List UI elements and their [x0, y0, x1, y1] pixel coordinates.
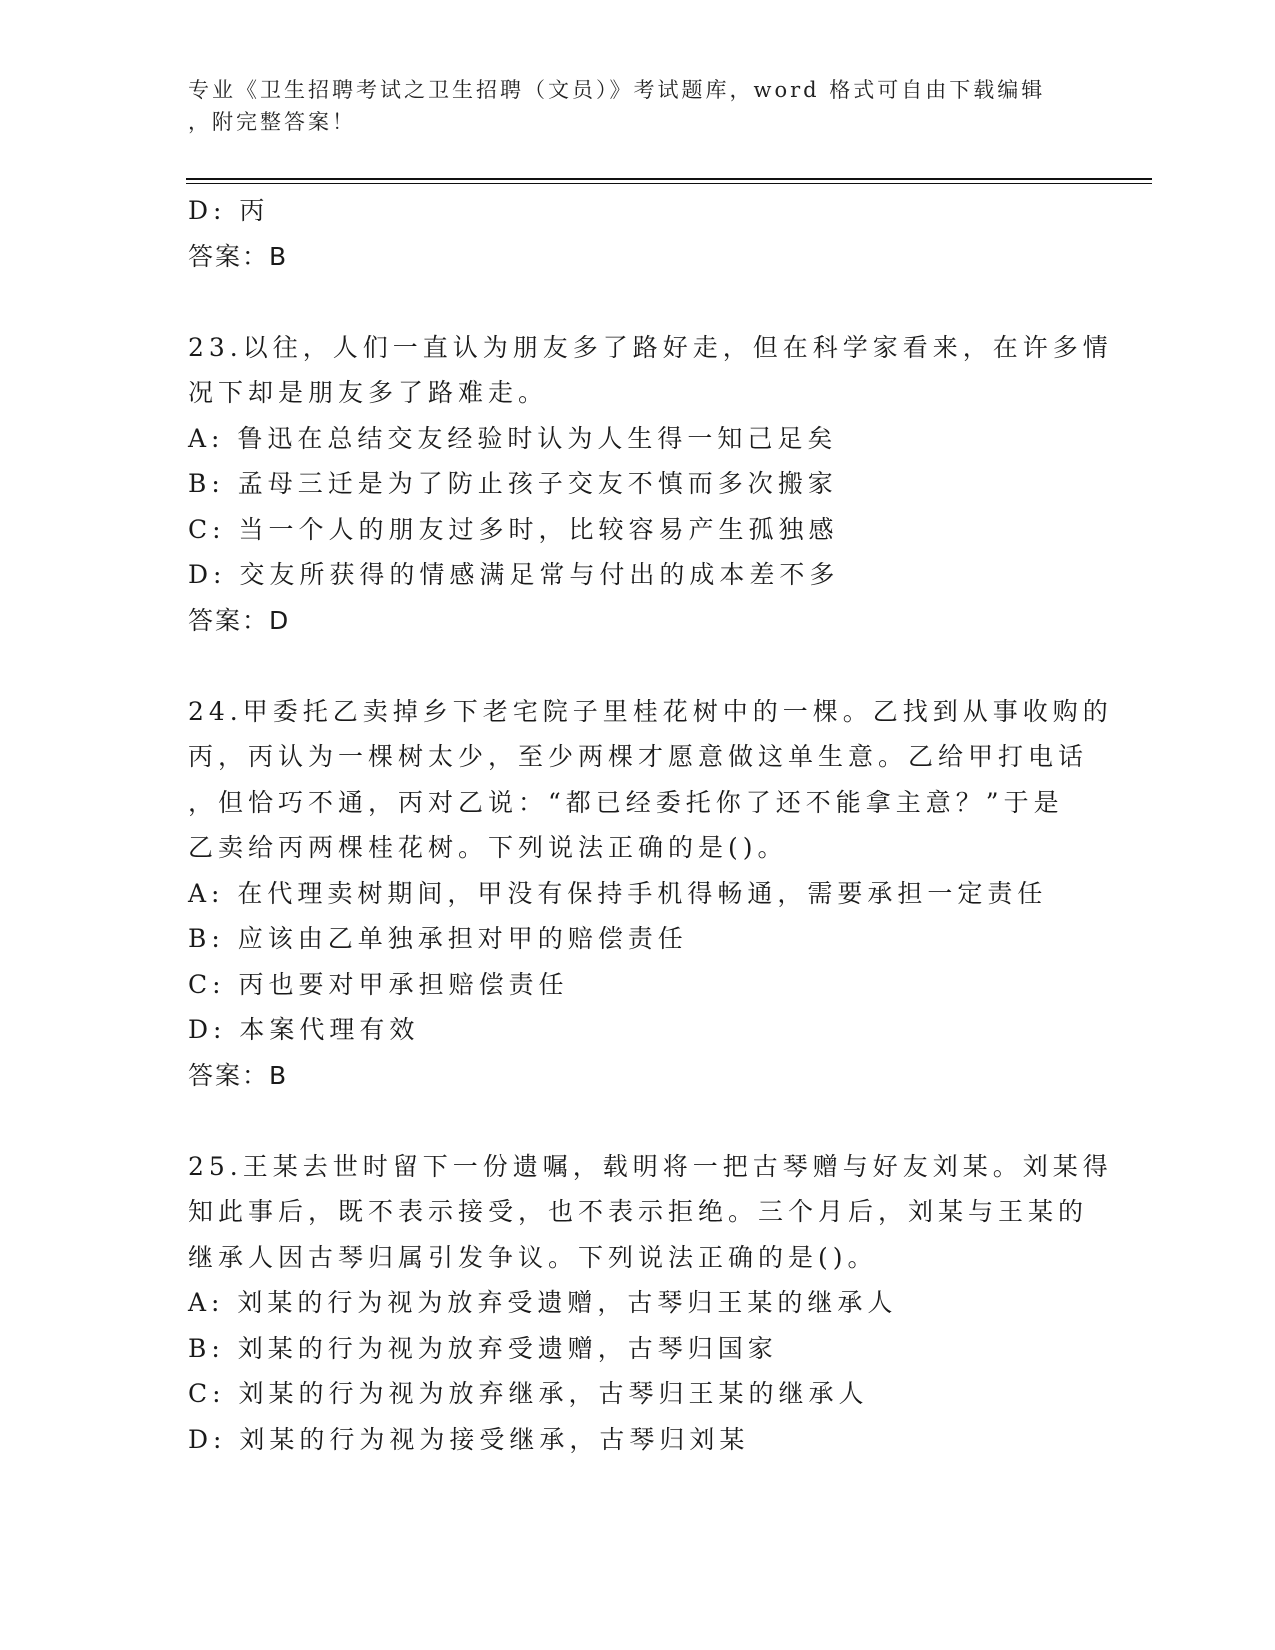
header-rule-thick: [186, 178, 1152, 180]
question-stem-line: 25.王某去世时留下一份遗嘱，载明将一把古琴赠与好友刘某。刘某得: [188, 1151, 1113, 1181]
answer: 答案：D: [188, 605, 291, 635]
question-content: [188, 188, 1113, 1462]
option-b: B: 应该由乙单独承担对甲的赔偿责任: [188, 924, 688, 953]
option-a: A: 在代理卖树期间，甲没有保持手机得畅通，需要承担一定责任: [188, 878, 1048, 908]
option-d: D: 刘某的行为视为接受继承，古琴归刘某: [188, 1424, 750, 1454]
option-a: A: 刘某的行为视为放弃受遗赠，古琴归王某的继承人: [188, 1288, 898, 1317]
option-d: D: 交友所获得的情感满足常与付出的成本差不多: [188, 560, 840, 589]
page-header: [188, 74, 1068, 138]
question-25: [188, 1144, 1113, 1463]
option-b: B: 刘某的行为视为放弃受遗赠，古琴归国家: [188, 1333, 778, 1363]
header-rule-thin: [186, 183, 1152, 184]
header-line-1: 专业《卫生招聘考试之卫生招聘（文员）》考试题库，word 格式可自由下载编辑: [188, 78, 1046, 102]
question-stem-line: 24.甲委托乙卖掉乡下老宅院子里桂花树中的一棵。乙找到从事收购的: [188, 696, 1113, 726]
question-23: [188, 325, 1113, 644]
question-stem-line: 继承人因古琴归属引发争议。下列说法正确的是()。: [188, 1242, 878, 1272]
option-b: B: 孟母三迁是为了防止孩子交友不慎而多次搬家: [188, 469, 838, 498]
question-24: [188, 689, 1113, 1099]
prev-option-d: D: 丙: [188, 196, 270, 225]
spacer: [188, 1098, 1088, 1144]
spacer: [188, 643, 1088, 689]
question-stem-line: 丙，丙认为一棵树太少，至少两棵才愿意做这单生意。乙给甲打电话: [188, 742, 1089, 771]
header-line-2: ，附完整答案！: [188, 110, 356, 134]
option-c: C: 刘某的行为视为放弃继承，古琴归王某的继承人: [188, 1379, 869, 1408]
option-c: C: 当一个人的朋友过多时，比较容易产生孤独感: [188, 514, 839, 544]
question-stem-line: 况下却是朋友多了路难走。: [188, 378, 549, 407]
answer: 答案：B: [188, 1060, 289, 1090]
prev-answer: 答案：B: [188, 241, 289, 271]
question-stem-line: 乙卖给丙两棵桂花树。下列说法正确的是()。: [188, 833, 788, 862]
option-c: C: 丙也要对甲承担赔偿责任: [188, 969, 569, 999]
question-stem-line: 知此事后，既不表示接受，也不表示拒绝。三个月后，刘某与王某的: [188, 1197, 1089, 1226]
option-d: D: 本案代理有效: [188, 1015, 420, 1044]
spacer: [188, 279, 1088, 325]
option-a: A: 鲁迅在总结交友经验时认为人生得一知己足矣: [188, 423, 838, 453]
question-stem-line: 23.以往，人们一直认为朋友多了路好走，但在科学家看来，在许多情: [188, 332, 1113, 362]
question-stem-line: ，但恰巧不通，丙对乙说：“都已经委托你了还不能拿主意？”于是: [188, 787, 1064, 817]
